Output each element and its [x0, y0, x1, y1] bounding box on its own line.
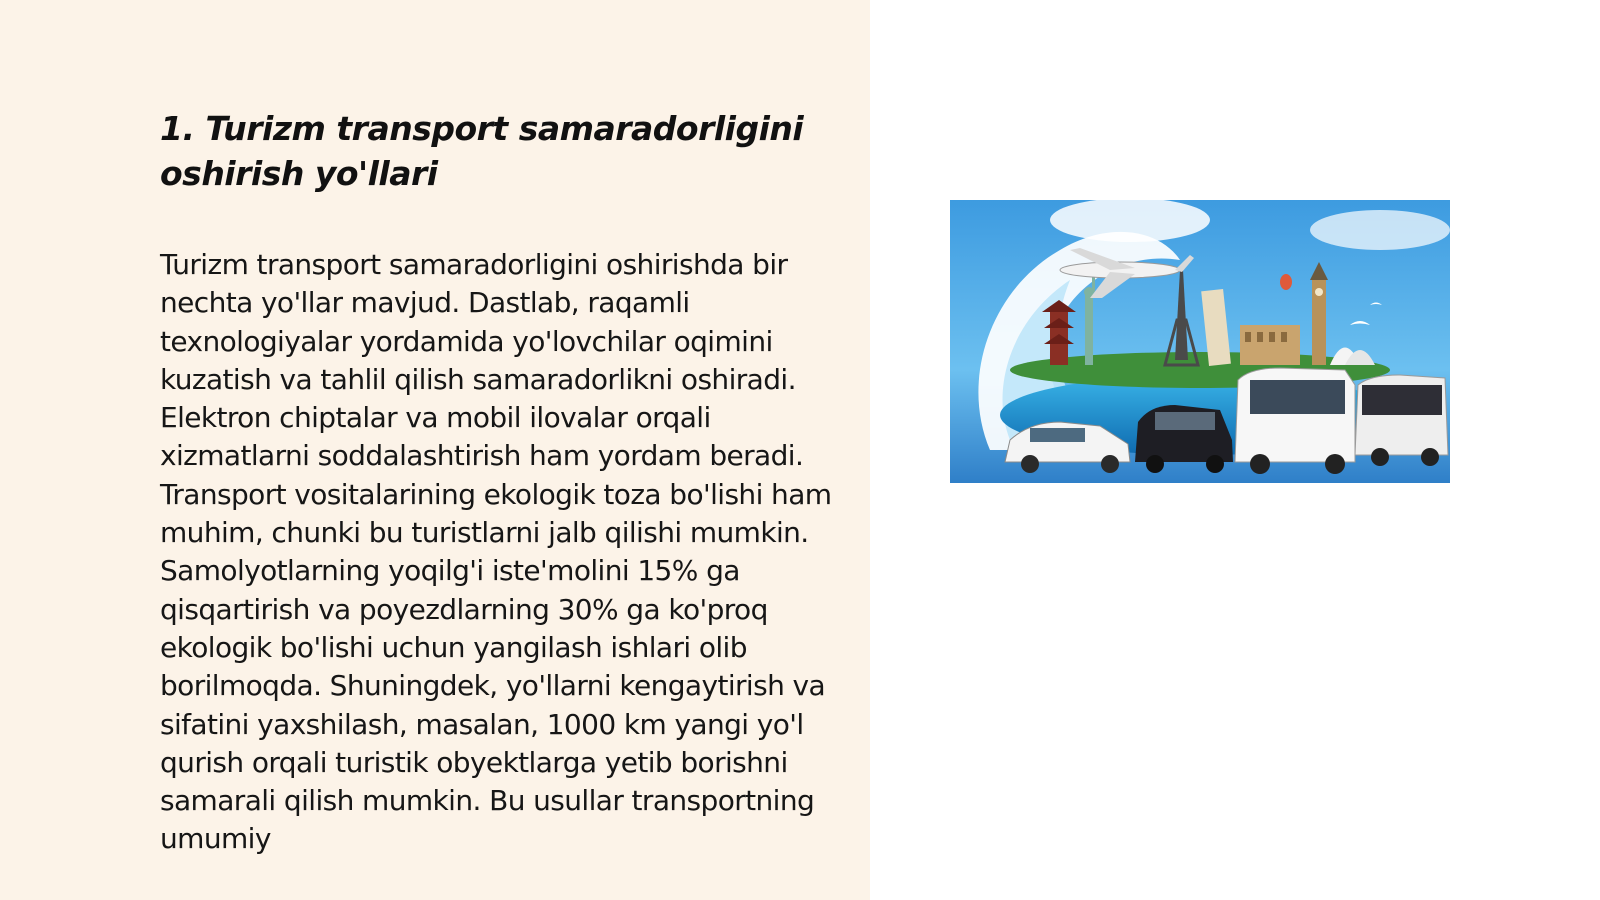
travel-transport-image [950, 200, 1450, 483]
bus-white [1235, 368, 1355, 474]
slide-title: 1. Turizm transport samaradorligini oshirish yo'llari [160, 109, 804, 193]
slide-body-text: Turizm transport samaradorligini oshirishda bir nechta yo'llar mavjud. Dastlab, raqamli texnologiyalar yordamida yo'lovchilar oqimini kuzatish va tahlil qilish samaradorlikni oshiradi. Elektron chiptalar va mobil ilovalar orqali xizmatlarni soddalashtirish ham yordam beradi. Transport vositalarining ekologik toza bo'lishi ham muhim, chunki bu turistlarni jalb qilishi mumkin. Samolyotlarning yoqilg'i iste'molini 15% ga qisqartirish va poyezdlarning 30% ga ko'proq ekologik bo'lishi uchun yangilash ishlari olib borilmoqda. Shuningdek, yo'llarni kengaytirish va sifatini yaxshilash, masalan, 1000 km yangi yo'l qurish orqali turistik obyektlarga yetib borishni samarali qilish mumkin. Bu usullar transportning umumiy [160, 248, 832, 856]
coach-bus [1355, 375, 1448, 466]
